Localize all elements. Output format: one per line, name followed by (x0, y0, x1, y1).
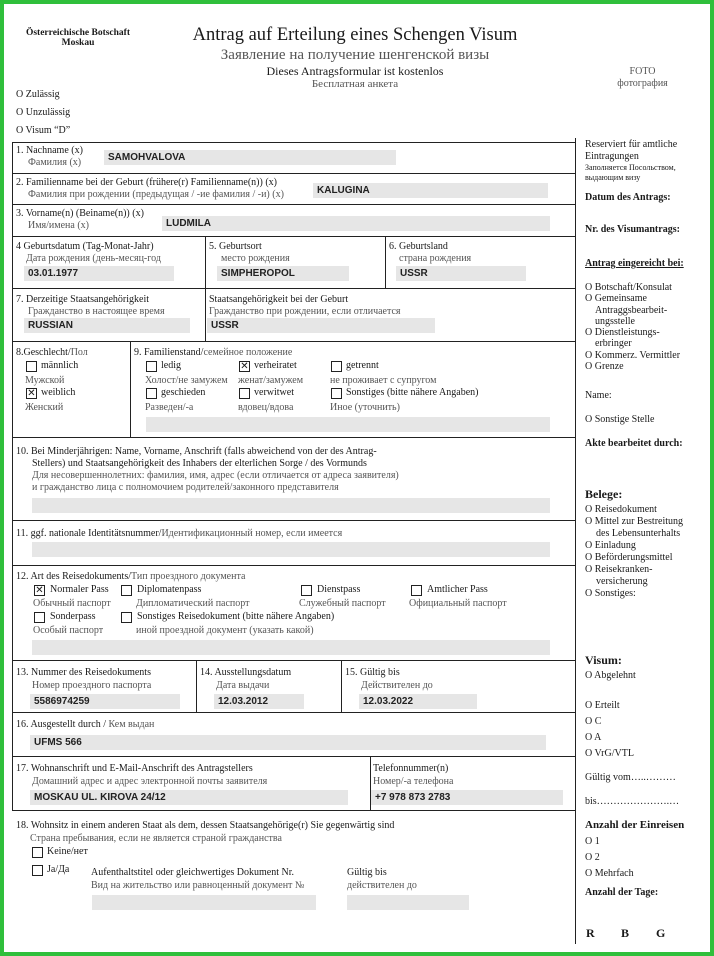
option-erteilt[interactable]: O Erteilt (585, 700, 620, 711)
f9-label (134, 347, 292, 358)
f15-label-de: 15. Gültig bis (345, 667, 400, 678)
f18-label-de: 18. Wohnsitz in einem anderen Staat als dem, dessen Staatsangehörige(r) Sie gegenwärtig sind (16, 820, 395, 831)
f9-label-ru: семейное положение (203, 347, 293, 358)
special-pass-label-ru: Особый паспорт (33, 625, 104, 636)
residence-no-label: Keine/нет (47, 846, 88, 857)
divider (12, 756, 575, 757)
other-doc-label-ru: иной проездной документ (указать какой) (136, 625, 314, 636)
f6-label (389, 241, 471, 265)
f10-ru1: Для несовершеннолетних: фамилия, имя, адрес (если отличается от адреса заявителя) (32, 470, 399, 481)
married-label: verheiratet (254, 360, 297, 371)
permit-valid-field[interactable] (347, 895, 469, 910)
guardian-field[interactable] (32, 498, 550, 513)
phone-field[interactable]: +7 978 873 2783 (371, 790, 563, 805)
issued-by-field[interactable]: UFMS 566 (30, 735, 546, 750)
b-label: B (621, 926, 630, 940)
submitted-at-options (585, 282, 680, 372)
divider (385, 236, 386, 288)
f13-label-ru: Номер проездного паспорта (32, 680, 152, 691)
f12-label (16, 571, 245, 582)
service-pass-label-ru: Служебный паспорт (299, 598, 386, 609)
f7-label (16, 294, 165, 318)
f2-label (16, 177, 284, 201)
national-id-field[interactable] (32, 542, 550, 557)
normal-pass-checkbox[interactable]: ✕ (35, 585, 44, 596)
divider (12, 288, 575, 289)
f8-label (16, 347, 88, 358)
address-field[interactable]: MOSKAU UL. KIROVA 24/12 (30, 790, 348, 805)
f18-label (16, 819, 394, 845)
residence-no-checkbox[interactable] (32, 847, 43, 858)
female-label: weiblich (41, 387, 76, 398)
option-gemeinsame-cont2: ungsstelle (595, 315, 635, 327)
f11-label-de: 11. ggf. nationale Identitätsnummer/ (16, 528, 162, 539)
f16-label (16, 719, 154, 730)
photo-label-ru: фотография (617, 78, 668, 89)
separated-label: getrennt (346, 360, 379, 371)
f12-label-ru: Тип проездного документа (131, 571, 246, 582)
f14-label-de: 14. Ausstellungsdatum (200, 667, 292, 678)
divider (12, 520, 575, 521)
embassy-name (18, 28, 138, 48)
option-kommerz[interactable]: O Kommerz. Vermittler (585, 349, 681, 361)
separated-label-ru: не проживает с супругом (330, 375, 437, 386)
f15-label (345, 666, 433, 692)
option-dienstleistung-cont: erbringer (595, 338, 632, 350)
option-2[interactable]: O 2 (585, 852, 600, 863)
issue-date-field[interactable]: 12.03.2012 (214, 694, 304, 709)
option-sonstige-stelle[interactable]: O Sonstige Stelle (585, 414, 655, 425)
reserved-label: Reserviert für amtliche Eintragungen (585, 139, 678, 162)
divider (12, 810, 575, 811)
married-checkbox[interactable]: ✕ (240, 361, 249, 372)
divider (205, 288, 206, 341)
divider (12, 437, 575, 438)
permit-valid-label (347, 866, 417, 892)
f11-label-ru: Идентификационный номер, если имеется (161, 528, 343, 539)
male-label-ru: Мужской (25, 375, 65, 386)
divider (12, 660, 575, 661)
f7b-label (209, 294, 401, 318)
f6-label-de: 6. Geburtsland (389, 241, 448, 252)
divider (12, 236, 575, 237)
form-header (150, 24, 560, 91)
entries-heading: Anzahl der Einreisen (585, 819, 685, 831)
normal-pass-label: Normaler Pass (50, 584, 109, 595)
permit-number-field[interactable] (92, 895, 316, 910)
f11-label (16, 528, 342, 539)
birth-nationality-field[interactable]: USSR (207, 318, 435, 333)
divider (196, 660, 197, 712)
divider (341, 660, 342, 712)
option-mittel-cont: des Lebensunterhalts (596, 528, 681, 539)
f17-label (16, 762, 267, 788)
f14-label (200, 666, 291, 692)
f15-label-ru: Действителен до (361, 680, 433, 691)
f6-label-ru: страна рождения (399, 253, 472, 264)
residence-yes-checkbox[interactable] (32, 865, 43, 876)
divider (12, 173, 575, 174)
sidebar-reserved (585, 139, 703, 183)
f3-label-de: 3. Vorname(n) (Beiname(n)) (x) (16, 208, 144, 219)
option-einladung[interactable]: O Einladung (585, 540, 636, 551)
sidebar-divider (575, 138, 576, 944)
service-pass-checkbox[interactable] (301, 585, 312, 596)
diplomat-pass-checkbox[interactable] (121, 585, 132, 596)
special-pass-checkbox[interactable] (34, 612, 45, 623)
processed-by-label: Akte bearbeitet durch: (585, 438, 683, 449)
f1-label (16, 145, 83, 169)
passport-number-field[interactable]: 5586974259 (30, 694, 180, 709)
male-label: männlich (41, 360, 79, 371)
birthdate-field[interactable]: 03.01.1977 (24, 266, 174, 281)
other-status-checkbox[interactable] (331, 388, 342, 399)
f10-label (16, 446, 399, 494)
documents-heading: Belege: (585, 487, 623, 501)
f16-label-ru: Кем выдан (108, 719, 155, 730)
f5-label (209, 241, 290, 265)
marital-other-field[interactable] (146, 417, 550, 432)
other-doc-label: Sonstiges Reisedokument (bitte nähere Angaben) (137, 611, 335, 622)
option-mehrfach[interactable]: O Mehrfach (585, 868, 634, 879)
documents-options (585, 504, 683, 600)
f16-label-de: 16. Ausgestellt durch / (16, 719, 109, 730)
reserved-label-ru: Заполняется Посольством, выдающим визу (585, 163, 676, 182)
official-pass-label-ru: Официальный паспорт (409, 598, 507, 609)
divider (205, 236, 206, 288)
divider (130, 341, 131, 437)
option-mittel[interactable]: O Mittel zur Bestreitung (585, 516, 684, 527)
birthplace-field[interactable]: SIMPHEROPOL (217, 266, 349, 281)
special-pass-label: Sonderpass (50, 611, 96, 622)
f1-label-de: 1. Nachname (x) (16, 145, 83, 156)
permit-label (91, 866, 304, 892)
g-label: G (656, 926, 666, 940)
days-label: Anzahl der Tage: (585, 887, 659, 898)
f12-label-de: 12. Art des Reisedokuments/ (16, 571, 131, 582)
first-name-field[interactable]: LUDMILA (162, 216, 550, 231)
option-gemeinsame-cont: Antraggsbearbeit- (595, 304, 668, 316)
visa-options (585, 698, 634, 762)
female-checkbox[interactable]: ✕ (27, 388, 36, 399)
option-vrg[interactable]: O VrG/VTL (585, 748, 634, 759)
f1-label-ru: Фамилия (x) (28, 157, 82, 168)
birth-country-field[interactable]: USSR (396, 266, 526, 281)
permit-label-ru: Вид на жительство или равноценный документ № (91, 880, 305, 891)
option-reisekranken-cont: versicherung (596, 576, 648, 587)
divorced-label-ru: Разведен/-а (145, 402, 194, 413)
official-pass-checkbox[interactable] (411, 585, 422, 596)
permit-label-de: Aufenthaltstitel oder gleichwertiges Dokument Nr. (91, 867, 295, 878)
other-doc-checkbox[interactable] (121, 612, 132, 623)
valid-to-label: bis………………….… (585, 796, 680, 807)
f3-label-ru: Имя/имена (x) (28, 220, 89, 231)
divider (12, 142, 575, 143)
option-dienstleistung[interactable]: O Dienstleistungs- (585, 327, 660, 339)
f5-label-de: 5. Geburtsort (209, 241, 262, 252)
other-status-label: Sonstiges (bitte nähere Angaben) (346, 387, 479, 398)
status-zulaessig[interactable]: O Zulässig (16, 89, 60, 100)
embassy-line1: Österreichische Botschaft (25, 28, 131, 38)
option-botschaft[interactable]: O Botschaft/Konsulat (585, 282, 672, 293)
f17b-label-de: Telefonnummer(n) (373, 763, 449, 774)
free-notice: Dieses Antragsformular ist kostenlos (266, 64, 444, 78)
page-title-ru: Заявление на получение шенгенской визы (220, 47, 490, 63)
option-reisedokument[interactable]: O Reisedokument (585, 504, 657, 515)
form-left-border (12, 142, 13, 810)
option-a[interactable]: O A (585, 732, 602, 743)
permit-valid-label-ru: действителен до (347, 880, 417, 891)
married-label-ru: женат/замужем (238, 375, 304, 386)
f8-label-ru: Пол (70, 347, 88, 358)
status-unzulaessig[interactable]: O Unzulässig (16, 107, 71, 118)
f14-label-ru: Дата выдачи (216, 680, 270, 691)
valid-from-label: Gültig vom…..……… (585, 772, 676, 783)
f2-label-ru: Фамилия при рождении (предыдущая / -ие фамилия / -и) (x) (28, 189, 284, 200)
photo-label: FOTO (629, 66, 656, 77)
f4-label (16, 241, 161, 265)
option-abgelehnt[interactable]: O Abgelehnt (585, 670, 636, 681)
permit-valid-label-de: Gültig bis (347, 867, 387, 878)
travel-doc-other-field[interactable] (32, 640, 550, 655)
divider (12, 712, 575, 713)
official-pass-label: Amtlicher Pass (427, 584, 488, 595)
diplomat-pass-label: Diplomatenpass (137, 584, 202, 595)
option-reisekranken[interactable]: O Reisekranken- (585, 564, 653, 575)
other-status-label-ru: Иное (уточнить) (330, 402, 400, 413)
f10-ru2: и гражданство лица с полномочием родителей/законного представителя (32, 482, 339, 493)
birth-surname-field[interactable]: KALUGINA (313, 183, 548, 198)
option-sonstiges[interactable]: O Sonstiges: (585, 588, 636, 599)
widowed-label-ru: вдовец/вдова (238, 402, 294, 413)
f7-label-ru: Гражданство в настоящее время (28, 306, 165, 317)
f8-label-de: 8.Geschlecht/ (16, 347, 71, 358)
f18-label-ru: Страна пребывания, если не является страной гражданства (30, 833, 282, 844)
divorced-label: geschieden (161, 387, 206, 398)
f17-label-ru: Домашний адрес и адрес электронной почты заявителя (32, 776, 268, 787)
f3-label (16, 208, 144, 232)
f4-label-ru: Дата рождения (день-месяц-год (26, 253, 161, 264)
option-1[interactable]: O 1 (585, 836, 600, 847)
normal-pass-label-ru: Обычный паспорт (33, 598, 111, 609)
divider (12, 204, 575, 205)
visa-heading: Visum: (585, 653, 622, 667)
f7b-label-ru: Гражданство при рождении, если отличается (209, 306, 401, 317)
divider (12, 341, 575, 342)
single-label-ru: Холост/не замужем (145, 375, 228, 386)
f7b-label-de: Staatsangehörigkeit bei der Geburt (209, 294, 349, 305)
single-checkbox[interactable] (146, 361, 157, 372)
application-date-label: Datum des Antrags: (585, 192, 671, 203)
diplomat-pass-label-ru: Дипломатический паспорт (136, 598, 250, 609)
separated-checkbox[interactable] (331, 361, 342, 372)
option-befoerderung[interactable]: O Beförderungsmittel (585, 552, 673, 563)
valid-until-field[interactable]: 12.03.2022 (359, 694, 477, 709)
f13-label (16, 666, 151, 692)
status-visum-d[interactable]: O Visum “D” (16, 125, 71, 136)
male-checkbox[interactable] (26, 361, 37, 372)
f17b-label-ru: Номер/-а телефона (373, 776, 454, 787)
service-pass-label: Dienstpass (317, 584, 361, 595)
photo-box (595, 66, 690, 90)
submitted-at-label: Antrag eingereicht bei: (585, 258, 684, 269)
page-title: Antrag auf Erteilung eines Schengen Visum (192, 25, 518, 45)
divider (12, 565, 575, 566)
f10-line2: Stellers) und Staatsangehörigkeit des Inhabers der elterlichen Sorge / des Vormunds (32, 458, 367, 469)
f9-label-de: 9. Familienstand/ (134, 347, 204, 358)
name-label: Name: (585, 390, 612, 401)
f2-label-de: 2. Familienname bei der Geburt (frühere(r) Familienname(n)) (x) (16, 177, 278, 188)
residence-yes-label: Ja/Да (47, 864, 70, 875)
r-label: R (586, 926, 595, 940)
divorced-checkbox[interactable] (146, 388, 157, 399)
f17b-label (373, 762, 453, 788)
option-gemeinsame[interactable]: O Gemeinsame (585, 293, 647, 305)
entries-options (585, 834, 634, 882)
widowed-checkbox[interactable] (239, 388, 250, 399)
female-label-ru: Женский (25, 402, 64, 413)
status-options (16, 86, 70, 140)
free-notice-ru: Бесплатная анкета (311, 78, 399, 90)
f7-label-de: 7. Derzeitige Staatsangehörigkeit (16, 294, 150, 305)
single-label: ledig (161, 360, 181, 371)
surname-field[interactable]: SAMOHVALOVA (104, 150, 396, 165)
application-number-label: Nr. des Visumantrags: (585, 224, 680, 235)
widowed-label: verwitwet (254, 387, 294, 398)
embassy-line2: Moskau (61, 38, 95, 48)
f5-label-ru: место рождения (221, 253, 290, 264)
f4-label-de: 4 Geburtsdatum (Tag-Monat-Jahr) (16, 241, 154, 252)
f13-label-de: 13. Nummer des Reisedokuments (16, 667, 151, 678)
option-grenze[interactable]: O Grenze (585, 361, 624, 373)
f10-line1: 10. Bei Minderjährigen: Name, Vorname, Anschrift (falls abweichend von der des Antrag- (16, 446, 377, 457)
nationality-field[interactable]: RUSSIAN (24, 318, 190, 333)
option-c[interactable]: O C (585, 716, 602, 727)
f17-label-de: 17. Wohnanschrift und E-Mail-Anschrift des Antragstellers (16, 763, 253, 774)
